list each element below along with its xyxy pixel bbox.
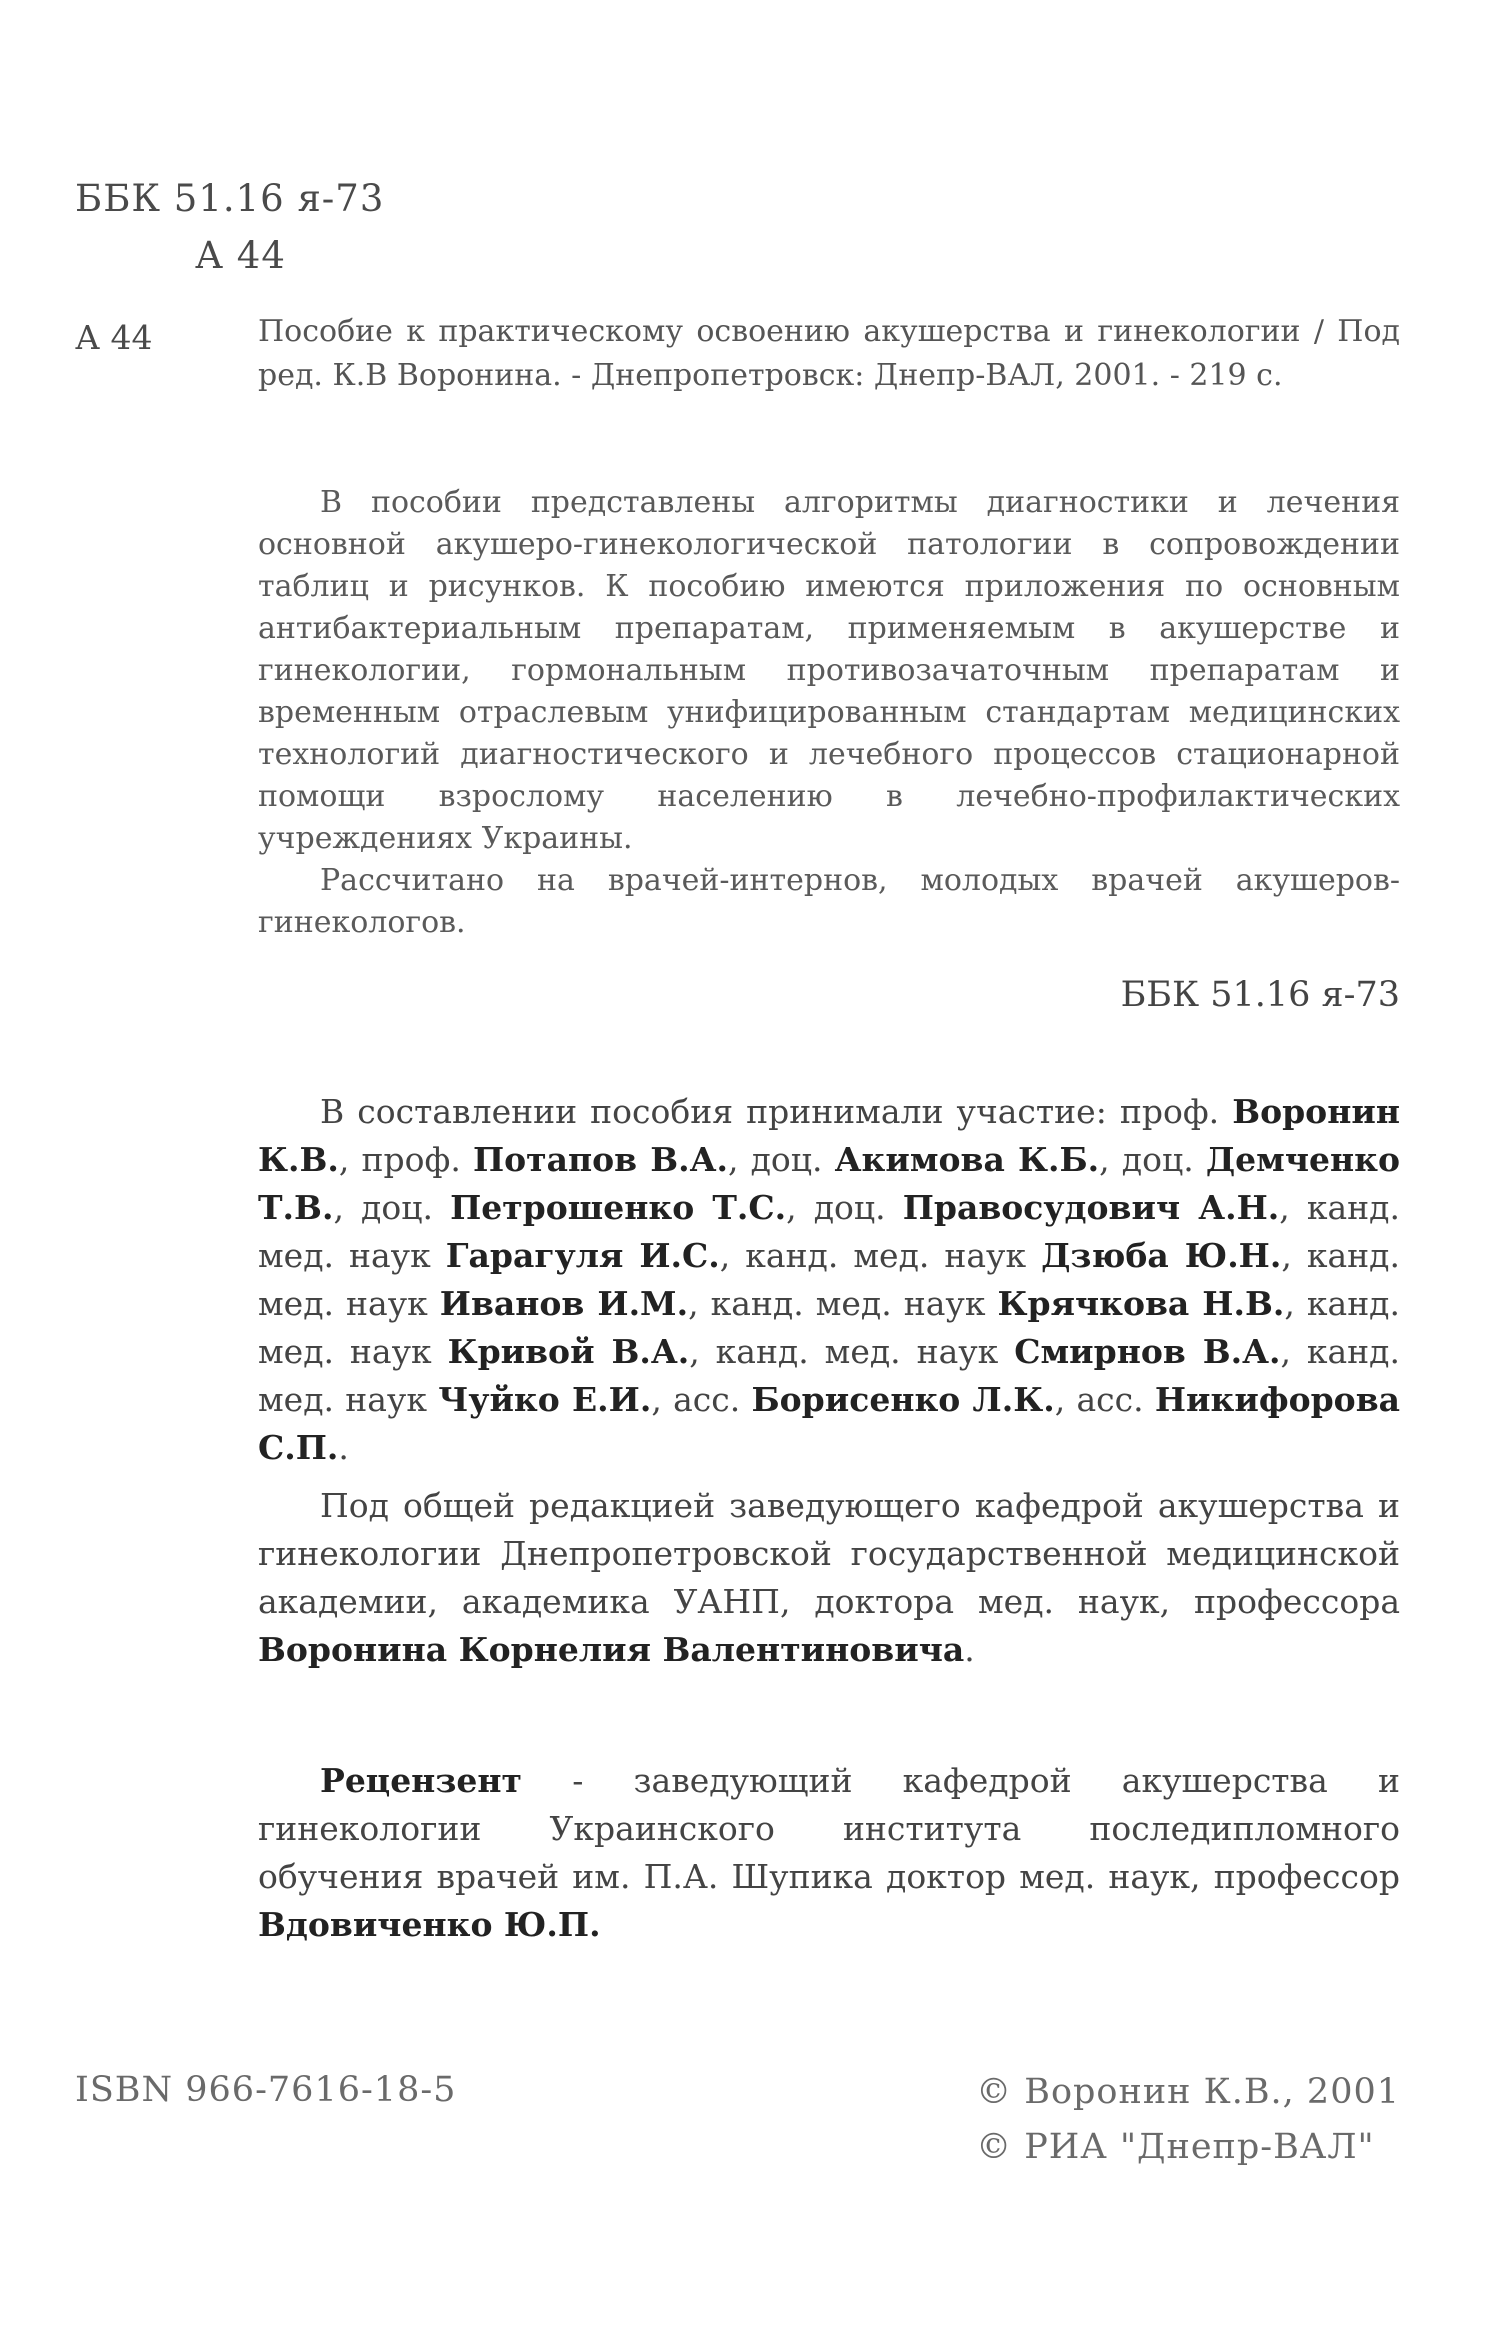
catalog-code: А 44 <box>75 318 153 357</box>
bbk-code-right: ББК 51.16 я-73 <box>1120 975 1400 1015</box>
contributors-intro: В составлении пособия принимали участие: проф. <box>320 1092 1220 1131</box>
reviewer-name: Вдовиченко Ю.П. <box>258 1905 601 1944</box>
reviewer-label: Рецензент <box>320 1761 522 1800</box>
editor-text: Под общей редакцией заведующего кафедрой акушерства и гинекологии Днепропетровской государственной медицинской академии, академика УАНП, доктора мед. наук, профессора <box>258 1486 1400 1621</box>
contributor-name: Кривой В.А. <box>447 1332 690 1371</box>
contributor-name: Иванов И.М. <box>439 1284 689 1323</box>
editor-block <box>258 1482 1400 1674</box>
contributor-title: канд. мед. наук <box>745 1236 1027 1275</box>
contributor-name: Акимова К.Б. <box>834 1140 1100 1179</box>
contributor-name: Чуйко Е.И. <box>438 1380 652 1419</box>
contributor-title: доц. <box>361 1188 433 1227</box>
contributor-name: Демченко Т.В. <box>258 1140 1400 1227</box>
contributor-title: проф. <box>361 1140 461 1179</box>
reviewer-block <box>258 1757 1400 1949</box>
contributor-name: Никифорова С.П. <box>258 1380 1401 1467</box>
contributors-block <box>258 1088 1400 1472</box>
bbk-code: ББК 51.16 я-73 <box>75 177 385 220</box>
bibliographic-entry: Пособие к практическому освоению акушерства и гинекологии / Под ред. К.В Воронина. - Днепропетровск: Днепр-ВАЛ, 2001. - 219 с. <box>258 314 1400 393</box>
reviewer-paragraph <box>258 1757 1400 1949</box>
contributor-title: канд. мед. наук <box>258 1284 1400 1371</box>
contributor-title: асс. <box>673 1380 741 1419</box>
contributor-name: Гарагуля И.С. <box>445 1236 720 1275</box>
contributor-name: Смирнов В.А. <box>1014 1332 1281 1371</box>
bbk-classification <box>75 170 384 284</box>
contributor-name: Воронин К.В. <box>258 1092 1400 1179</box>
contributor-title: канд. мед. наук <box>258 1332 1400 1419</box>
annotation-paragraph: Рассчитано на врачей-интернов, молодых врачей акушеров-гинекологов. <box>258 863 1400 940</box>
contributor-title: доц. <box>1121 1140 1194 1179</box>
contributor-title: канд. мед. наук <box>710 1284 986 1323</box>
contributor-title: канд. мед. наук <box>715 1332 999 1371</box>
copyright-block <box>976 2065 1400 2175</box>
author-mark: А 44 <box>195 234 286 277</box>
editor-name: Воронина Корнелия Валентиновича <box>258 1630 965 1669</box>
isbn: ISBN 966-7616-18-5 <box>75 2070 457 2110</box>
contributor-name: Правосудович А.Н. <box>902 1188 1280 1227</box>
contributor-name: Петрошенко Т.С. <box>450 1188 787 1227</box>
reviewer-text: - заведующий кафедрой акушерства и гинекологии Украинского института последипломного обучения врачей им. П.А. Шупика доктор мед. наук, профессор <box>258 1761 1400 1896</box>
contributor-title: асс. <box>1076 1380 1144 1419</box>
contributor-title: доц. <box>750 1140 823 1179</box>
contributor-title: канд. мед. наук <box>258 1188 1400 1275</box>
contributor-title: доц. <box>813 1188 886 1227</box>
contributors-paragraph: В составлении пособия принимали участие: проф. Воронин К.В., проф. Потапов В.А., доц. Акимова К.Б., доц. Демченко Т.В., доц. Петрошенко Т.С., доц. Правосудович А.Н., канд. мед. наук Гарагуля И.С., канд. мед. наук Дзюба Ю.Н., канд. мед. наук Иванов И.М., канд. мед. наук Крячкова Н.В., канд. мед. наук Кривой В.А., канд. мед. наук Смирнов В.А., канд. мед. наук Чуйко Е.И., асс. Борисенко Л.К., асс. Никифорова С.П.. <box>258 1092 1401 1467</box>
contributor-name: Крячкова Н.В. <box>997 1284 1285 1323</box>
annotation <box>258 482 1400 944</box>
contributor-name: Дзюба Ю.Н. <box>1041 1236 1282 1275</box>
contributor-name: Потапов В.А. <box>472 1140 728 1179</box>
editor-paragraph: Под общей редакцией заведующего кафедрой акушерства и гинекологии Днепропетровской государственной медицинской академии, академика УАНП, доктора мед. наук, профессора Воронина Корнелия Валентиновича. <box>258 1486 1400 1669</box>
copyright-line: © Воронин К.В., 2001 <box>976 2072 1400 2112</box>
contributor-title: канд. мед. наук <box>258 1236 1400 1323</box>
annotation-paragraph: В пособии представлены алгоритмы диагностики и лечения основной акушеро-гинекологической патологии в сопровождении таблиц и рисунков. К пособию имеются приложения по основным антибактериальным препаратам, применяемым в акушерстве и гинекологии, гормональным противозачаточным препаратам и временным отраслевым унифицированным стандартам медицинских технологий диагностического и лечебного процессов стационарной помощи взрослому населению в лечебно-профилактических учреждениях Украины. <box>258 485 1400 856</box>
copyright-line: © РИА "Днепр-ВАЛ" <box>976 2127 1375 2167</box>
contributor-name: Борисенко Л.К. <box>751 1380 1055 1419</box>
